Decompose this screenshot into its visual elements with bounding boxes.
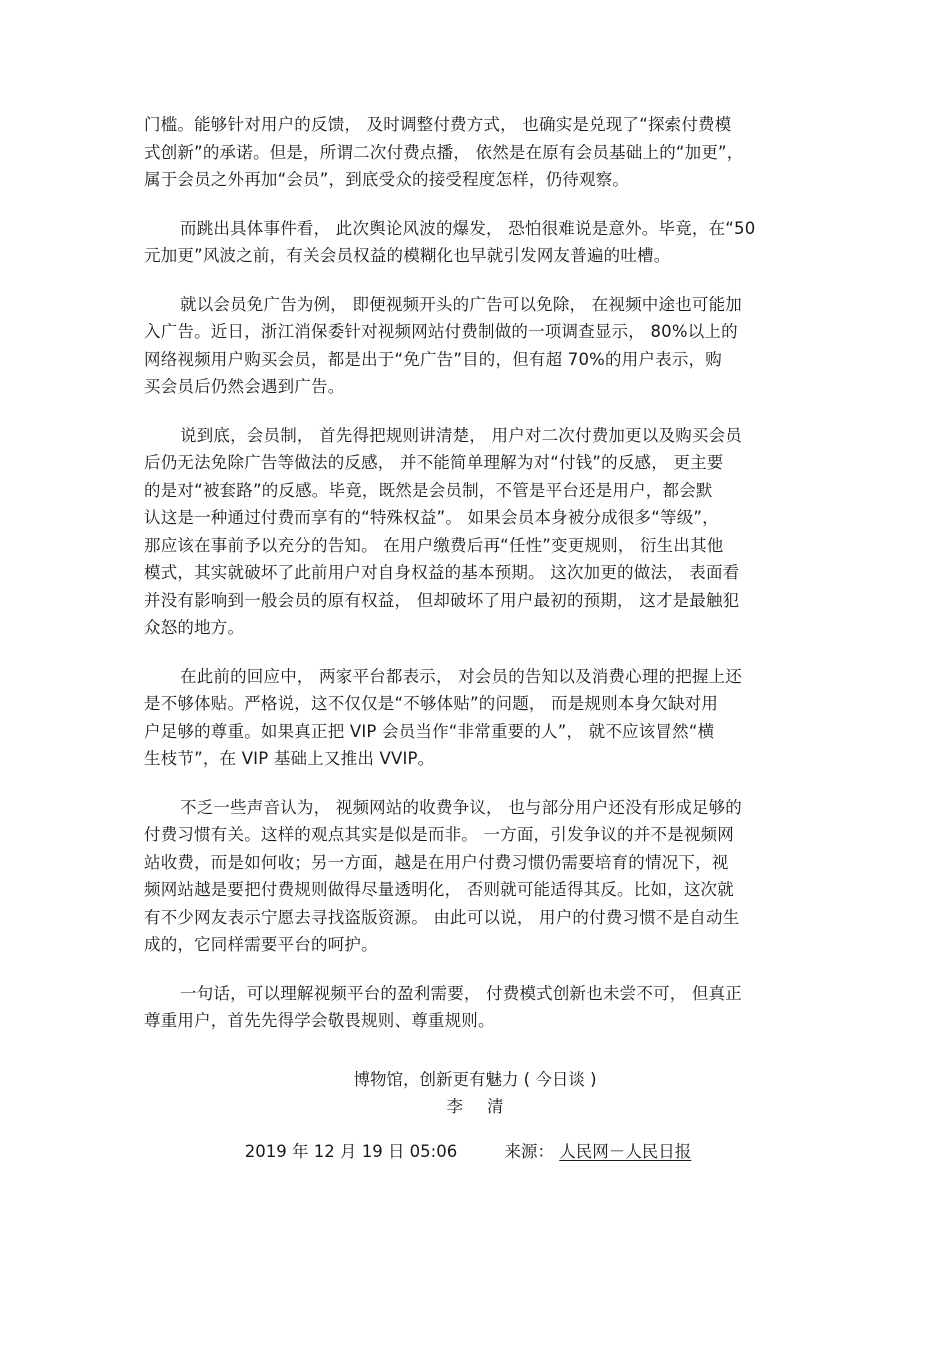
article-paragraph (144, 663, 806, 773)
source-label: 来源： (504, 1142, 554, 1161)
article-paragraph (144, 794, 806, 959)
paragraph-line: 付费习惯有关。这样的观点其实是似是而非。 一方面，引发争议的并不是视频网 (144, 825, 734, 844)
paragraph-line: 有不少网友表示宁愿去寻找盗版资源。 由此可以说， 用户的付费习惯不是自动生 (144, 907, 740, 927)
paragraph-line: 认这是一种通过付费而享有的“特殊权益”。 如果会员本身被分成很多“等级”， (144, 508, 719, 527)
paragraph-line: 在此前的回应中， 两家平台都表示， 对会员的告知以及消费心理的把握上还 (180, 666, 742, 686)
paragraph-line: 成的，它同样需要平台的呵护。 (144, 935, 378, 954)
article-meta (0, 1138, 950, 1162)
paragraph-line: 门槛。能够针对用户的反馈， 及时调整付费方式， 也确实是兑现了“探索付费模 (144, 115, 732, 134)
article-paragraph (144, 291, 806, 401)
paragraph-line: 买会员后仍然会遇到广告。 (144, 377, 345, 396)
article-paragraph (144, 111, 806, 194)
paragraph-line: 一句话，可以理解视频平台的盈利需要， 付费模式创新也未尝不可， 但真正 (180, 983, 742, 1003)
paragraph-line: 入广告。近日，浙江消保委针对视频网站付费制做的一项调查显示， 80%以上的 (144, 322, 738, 341)
paragraph-line: 而跳出具体事件看， 此次舆论风波的爆发， 恐怕很难说是意外。毕竟，在“50 (180, 218, 756, 238)
paragraph-line: 不乏一些声音认为， 视频网站的收费争议， 也与部分用户还没有形成足够的 (180, 797, 742, 817)
paragraph-line: 的是对“被套路”的反感。毕竟，既然是会员制，不管是平台还是用户，都会默 (144, 480, 713, 500)
paragraph-line: 模式，其实就破坏了此前用户对自身权益的基本预期。 这次加更的做法， 表面看 (144, 563, 740, 582)
paragraph-line: 频网站越是要把付费规则做得尽量透明化， 否则就可能适得其反。比如，这次就 (144, 880, 734, 899)
article-paragraph (144, 980, 806, 1035)
next-article-title-text[interactable]: 博物馆，创新更有魅力 ( 今日谈 ) (353, 1070, 597, 1089)
paragraph-line: 元加更”风波之前，有关会员权益的模糊化也早就引发网友普遍的吐槽。 (144, 246, 671, 265)
article-paragraph (144, 422, 806, 642)
source-link[interactable]: 人民网－人民日报 (559, 1142, 692, 1161)
paragraph-line: 众怒的地方。 (144, 618, 245, 637)
paragraph-line: 是不够体贴。严格说，这不仅仅是“不够体贴”的问题， 而是规则本身欠缺对用 (144, 694, 719, 713)
author-name: 李清 (446, 1097, 528, 1116)
publish-date: 2019 年 12 月 19 日 05:06 (244, 1142, 458, 1161)
paragraph-line: 生枝节”，在 VIP 基础上又推出 VVIP。 (144, 749, 435, 768)
paragraph-line: 后仍无法免除广告等做法的反感， 并不能简单理解为对“付钱”的反感， 更主要 (144, 453, 724, 472)
author-line (0, 1093, 950, 1117)
article-body (144, 111, 806, 1056)
paragraph-line: 属于会员之外再加“会员”，到底受众的接受程度怎样，仍待观察。 (144, 170, 630, 189)
paragraph-line: 网络视频用户购买会员，都是出于“免广告”目的，但有超 70%的用户表示，购 (144, 349, 722, 369)
next-article-title[interactable] (0, 1066, 950, 1090)
paragraph-line: 那应该在事前予以充分的告知。 在用户缴费后再“任性”变更规则， 衍生出其他 (144, 535, 724, 555)
paragraph-line: 并没有影响到一般会员的原有权益， 但却破坏了用户最初的预期， 这才是最触犯 (144, 590, 740, 610)
article-paragraph (144, 215, 806, 270)
paragraph-line: 就以会员免广告为例， 即便视频开头的广告可以免除， 在视频中途也可能加 (180, 294, 742, 314)
paragraph-line: 尊重用户，首先先得学会敬畏规则、尊重规则。 (144, 1011, 495, 1030)
paragraph-line: 户足够的尊重。如果真正把 VIP 会员当作“非常重要的人”， 就不应该冒然“横 (144, 721, 715, 741)
paragraph-line: 站收费，而是如何收；另一方面，越是在用户付费习惯仍需要培育的情况下，视 (144, 852, 729, 872)
paragraph-line: 式创新”的承诺。但是，所谓二次付费点播， 依然是在原有会员基础上的“加更”， (144, 142, 744, 162)
paragraph-line: 说到底，会员制， 首先得把规则讲清楚， 用户对二次付费加更以及购买会员 (180, 425, 742, 445)
